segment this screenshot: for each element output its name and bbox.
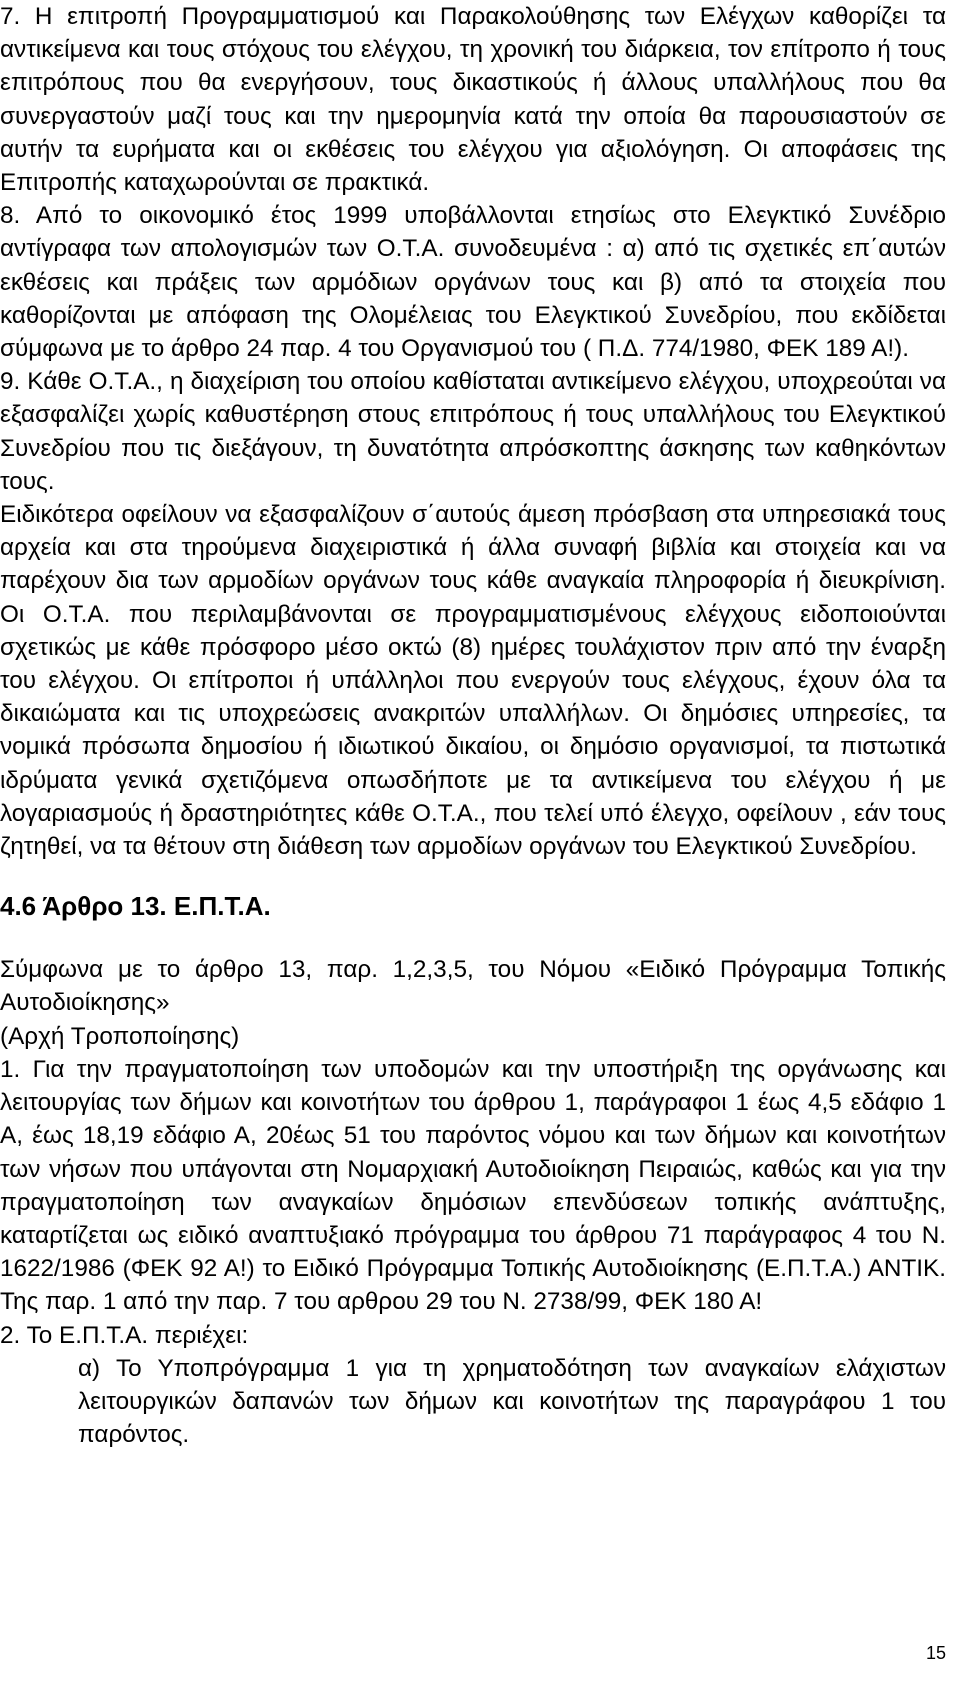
item-2-a: α) Το Υποπρόγραμμα 1 για τη χρηματοδότηση των αναγκαίων ελάχιστων λειτουργικών δαπανών των δήμων και κοινοτήτων της παραγράφου 1 του παρόντος. [78, 1354, 946, 1449]
amendment-start-note: (Αρχή Τροποποίησης) [0, 1022, 240, 1050]
paragraph-7: 7. Η επιτροπή Προγραμματισμού και Παρακολούθησης των Ελέγχων καθορίζει τα αντικείμενα και τους στόχους του ελέγχου, τη χρονική του διάρκεια, τον επίτροπο ή τους επιτρόπους που θα ενεργήσουν, τους δικαστικούς ή άλλους υπαλλήλους που θα συνεργαστούν μαζί τους και την ημερομηνία κατά την οποία θα παρουσιαστούν σε αυτήν τα ευρήματα και οι εκθέσεις του ελέγχου για αξιολόγηση. Οι αποφάσεις της Επιτροπής καταχωρούνται σε πρακτικά. [0, 3, 946, 197]
item-1: 1. Για την πραγματοποίηση των υποδομών και την υποστήριξη της οργάνωσης και λειτουργίας των δήμων και κοινοτήτων του άρθρου 1, παράγραφοι 1 έως 4,5 εδάφιο 1 Α, έως 18,19 εδάφιο Α, 20έως 51 του παρόντος νόμου και των δήμων και κοινοτήτων των νήσων που υπάγονται στη Νομαρχιακή Αυτοδιοίκηση Πειραιώς, καθώς και για την πραγματοποίηση των αναγκαίων δημόσιων επενδύσεων τοπικής ανάπτυξης, καταρτίζεται ως ειδικό αναπτυξιακό πρόγραμμα του άρθρου 71 παράγραφος 4 του Ν. 1622/1986 (ΦΕΚ 92 Α!) το Ειδικό Πρόγραμμα Τοπικής Αυτοδιοίκησης (Ε.Π.Τ.Α.) ΑΝΤΙΚ. Της παρ. 1 από την παρ. 7 του αρθρου 29 του Ν. 2738/99, ΦΕΚ 180 Α! [0, 1055, 946, 1316]
item-2: 2. Το Ε.Π.Τ.Α. περιέχει: [0, 1321, 249, 1349]
paragraph-9-continued: Ειδικότερα οφείλουν να εξασφαλίζουν σ΄αυτούς άμεση πρόσβαση στα υπηρεσιακά τους αρχεία και στα τηρούμενα διαχειριστικά ή άλλα συναφή βιβλία και στοιχεία και να παρέχουν δια των αρμοδίων οργάνων τους κάθε αναγκαία πληροφορία ή διευκρίνιση. Οι Ο.Τ.Α. που περιλαμβάνονται σε προγραμματισμένους ελέγχους ειδοποιούνται σχετικώς με κάθε πρόσφορο μέσο οκτώ (8) ημέρες τουλάχιστον πριν από την έναρξη του ελέγχου. Οι επίτροποι ή υπάλληλοι που ενεργούν τους ελέγχους, έχουν όλα τα δικαιώματα και τις υποχρεώσεις ανακριτών υπαλλήλων. Οι δημόσιες υπηρεσίες, τα νομικά πρόσωπα δημοσίου ή ιδιωτικού δικαίου, οι δημόσιο οργανισμοί, τα πιστωτικά ιδρύματα γενικά σχετιζόμενα οπωσδήποτε με τα αντικείμενα του ελέγχου ή με λογαριασμούς ή δραστηριότητες κάθε Ο.Τ.Α., που τελεί υπό έλεγχο, οφείλουν , εάν τους ζητηθεί, να τα θέτουν στη διάθεση των αρμοδίων οργάνων του Ελεγκτικού Συνεδρίου. [0, 501, 946, 861]
spacer [0, 863, 946, 890]
section-heading: 4.6 Άρθρο 13. Ε.Π.Τ.Α. [0, 891, 271, 922]
spacer [0, 923, 946, 953]
page-number: 15 [925, 1643, 946, 1663]
intro-paragraph: Σύμφωνα με το άρθρο 13, παρ. 1,2,3,5, του Νόμου «Ειδικό Πρόγραμμα Τοπικής Αυτοδιοίκησης» [0, 956, 946, 1017]
paragraph-8: 8. Από το οικονομικό έτος 1999 υποβάλλονται ετησίως στο Ελεγκτικό Συνέδριο αντίγραφα των απολογισμών των Ο.Τ.Α. συνοδευμένα : α) από τις σχετικές επ΄αυτών εκθέσεις και πράξεις των αρμόδιων οργάνων τους και β) από τα στοιχεία που καθορίζονται με απόφαση της Ολομέλειας του Ελεγκτικού Συνεδρίου, που εκδίδεται σύμφωνα με το άρθρο 24 παρ. 4 του Οργανισμού του ( Π.Δ. 774/1980, ΦΕΚ 189 Α!). [0, 202, 946, 363]
paragraph-9: 9. Κάθε Ο.Τ.Α., η διαχείριση του οποίου καθίσταται αντικείμενο ελέγχου, υποχρεούται να εξασφαλίζει χωρίς καθυστέρηση στους επιτρόπους ή τους υπαλλήλους του Ελεγκτικού Συνεδρίου που τις διεξάγουν, τη δυνατότητα απρόσκοπτης άσκησης των καθηκόντων τους. [0, 368, 946, 495]
